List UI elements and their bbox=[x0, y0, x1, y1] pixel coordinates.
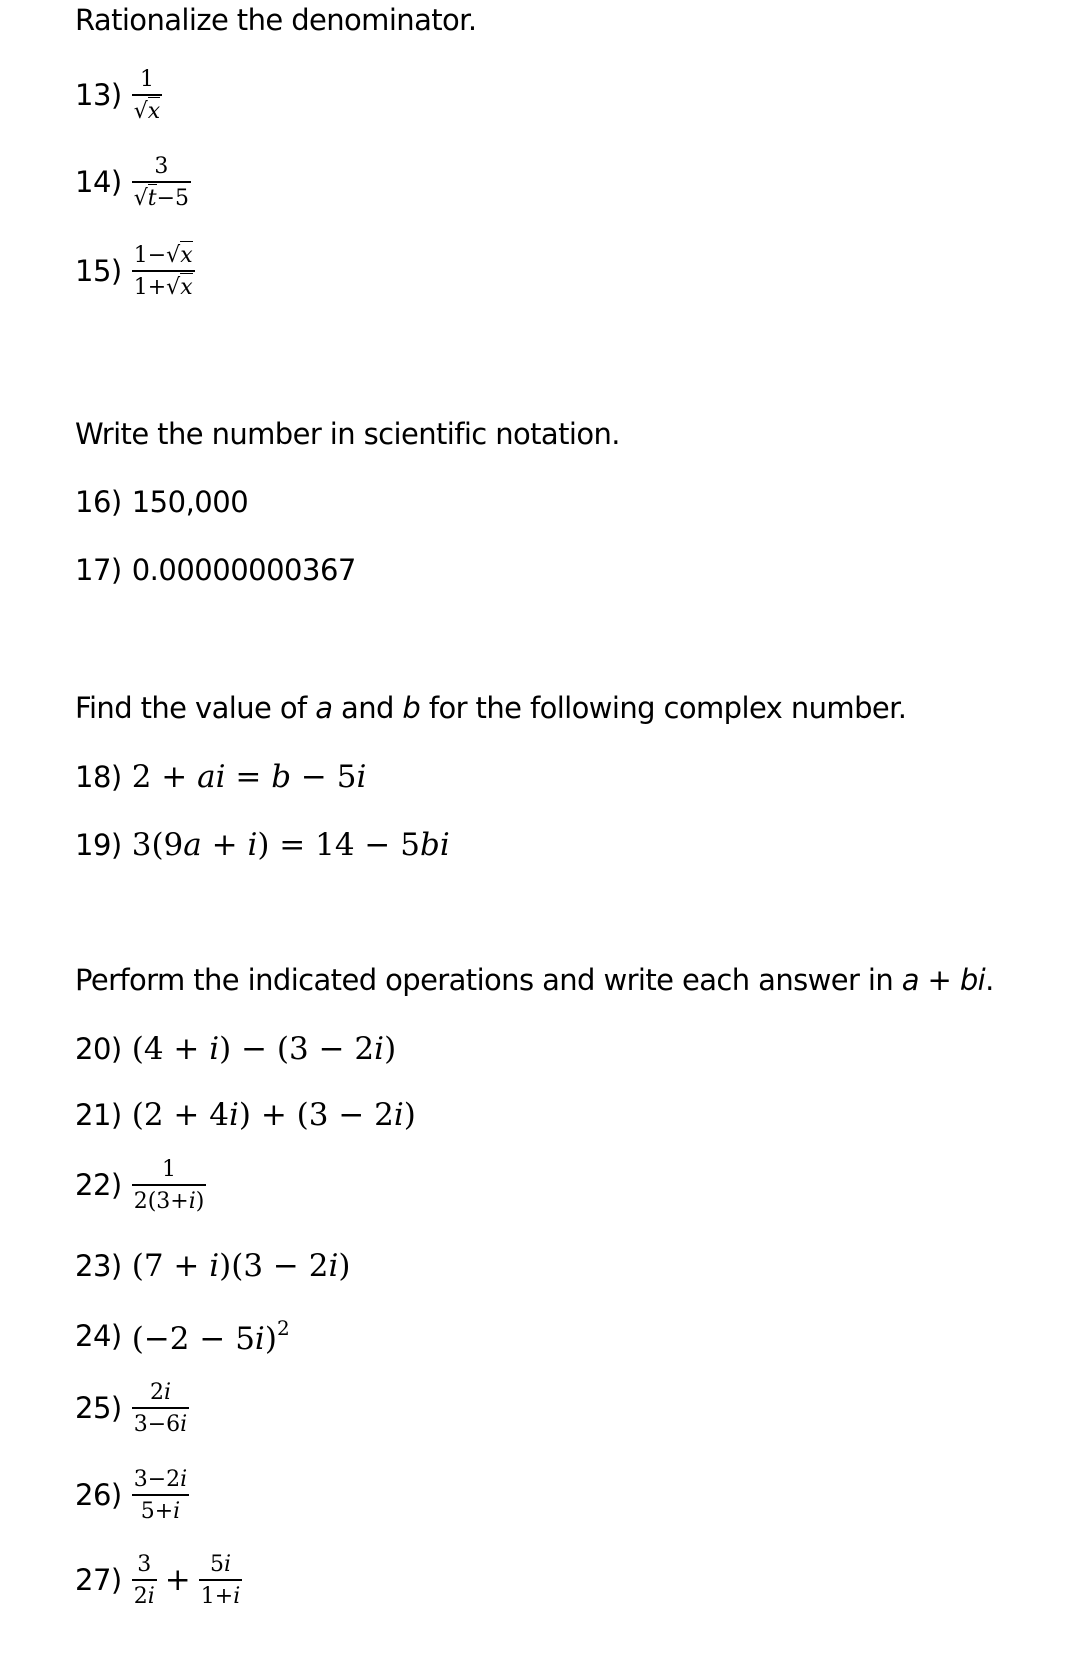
problem-number: 21) bbox=[75, 1098, 122, 1132]
problem-18 bbox=[75, 759, 367, 795]
problem-13 bbox=[75, 68, 162, 123]
radicand: x bbox=[180, 243, 193, 268]
heading-var-a: a bbox=[901, 963, 919, 997]
problem-19 bbox=[75, 827, 450, 863]
heading-text: Perform the indicated operations and write each answer in bbox=[75, 963, 902, 997]
radicand: t bbox=[147, 186, 157, 212]
problem-24 bbox=[75, 1318, 290, 1355]
heading-text: and bbox=[332, 691, 403, 725]
radical bbox=[166, 244, 192, 267]
problem-15 bbox=[75, 244, 195, 299]
fraction bbox=[132, 155, 191, 210]
fraction-term-1 bbox=[132, 1553, 157, 1608]
radical bbox=[134, 187, 157, 210]
radicand: x bbox=[180, 275, 193, 301]
expression: (7 + i)(3 − 2i) bbox=[131, 1248, 351, 1284]
radical-sign-icon: √ bbox=[166, 243, 181, 268]
numerator-head: 1− bbox=[133, 243, 167, 268]
problem-23 bbox=[75, 1248, 351, 1284]
fraction bbox=[132, 244, 195, 299]
expression: (4 + i) − (3 − 2i) bbox=[131, 1031, 397, 1067]
problem-number: 22) bbox=[75, 1168, 122, 1203]
problem-number: 25) bbox=[75, 1391, 122, 1426]
radicand: x bbox=[147, 99, 161, 125]
section-heading-complex-values bbox=[75, 691, 907, 725]
numerator: 3 bbox=[132, 155, 191, 183]
problem-number: 18) bbox=[75, 760, 122, 794]
radical bbox=[166, 276, 192, 299]
fraction-term-2 bbox=[199, 1553, 242, 1608]
denominator: 3−6i bbox=[133, 1412, 188, 1438]
denominator-head: 1+ bbox=[133, 275, 167, 301]
plus-operator: + bbox=[164, 1562, 191, 1599]
denominator bbox=[132, 96, 162, 123]
problem-21 bbox=[75, 1097, 416, 1133]
problem-value: 150,000 bbox=[131, 485, 249, 519]
section-heading-scientific-notation: Write the number in scientific notation. bbox=[75, 417, 620, 451]
denominator: 5+i bbox=[140, 1499, 181, 1525]
heading-text: . bbox=[985, 963, 994, 997]
problem-16 bbox=[75, 485, 249, 519]
problem-14 bbox=[75, 155, 191, 210]
problem-22 bbox=[75, 1158, 206, 1213]
problem-17 bbox=[75, 553, 356, 587]
denominator: 2i bbox=[133, 1584, 155, 1610]
numerator: 5i bbox=[199, 1553, 242, 1581]
problem-number: 13) bbox=[75, 78, 122, 113]
problem-number: 15) bbox=[75, 254, 122, 289]
denominator bbox=[132, 272, 195, 299]
expression: (2 + 4i) + (3 − 2i) bbox=[131, 1097, 416, 1133]
radical-sign-icon: √ bbox=[133, 186, 148, 212]
heading-text: Find the value of bbox=[75, 691, 316, 725]
problem-value: 0.00000000367 bbox=[131, 553, 356, 587]
denominator: 1+i bbox=[200, 1584, 241, 1610]
radical-sign-icon: √ bbox=[133, 99, 148, 125]
problem-number: 20) bbox=[75, 1032, 122, 1066]
numerator: 3 bbox=[132, 1553, 157, 1581]
problem-number: 16) bbox=[75, 485, 122, 519]
heading-var-a: a bbox=[315, 691, 333, 725]
problem-25 bbox=[75, 1381, 189, 1436]
section-heading-operations bbox=[75, 963, 994, 997]
heading-var-bi: bi bbox=[959, 963, 986, 997]
section-heading-rationalize: Rationalize the denominator. bbox=[75, 3, 477, 37]
problem-number: 24) bbox=[75, 1319, 122, 1353]
problem-number: 19) bbox=[75, 828, 122, 862]
problem-number: 23) bbox=[75, 1249, 122, 1283]
exponent: 2 bbox=[276, 1316, 290, 1340]
problem-20 bbox=[75, 1031, 397, 1067]
equation: 2 + ai = b − 5i bbox=[131, 759, 367, 795]
heading-text: for the following complex number. bbox=[420, 691, 907, 725]
denominator-tail: −5 bbox=[156, 186, 190, 212]
expression: $(-2 - 5i)^2$ bbox=[131, 1316, 290, 1357]
denominator bbox=[132, 183, 191, 210]
problem-number: 26) bbox=[75, 1478, 122, 1513]
problem-26 bbox=[75, 1468, 189, 1523]
radical-sign-icon: √ bbox=[166, 275, 181, 301]
numerator: 1 bbox=[132, 1158, 207, 1186]
denominator: 2(3+i) bbox=[133, 1189, 205, 1215]
heading-var-b: b bbox=[402, 691, 421, 725]
equation: 3(9a + i) = 14 − 5bi bbox=[131, 827, 450, 863]
problem-27 bbox=[75, 1553, 242, 1608]
problem-number: 17) bbox=[75, 553, 122, 587]
problem-number: 27) bbox=[75, 1563, 122, 1598]
numerator bbox=[132, 244, 195, 272]
numerator: 1 bbox=[132, 68, 162, 96]
heading-text: + bbox=[918, 963, 960, 997]
problem-number: 14) bbox=[75, 165, 122, 200]
fraction bbox=[132, 1158, 207, 1213]
fraction bbox=[132, 1468, 189, 1523]
numerator: 3−2i bbox=[132, 1468, 189, 1496]
radical bbox=[134, 100, 160, 123]
numerator: 2i bbox=[132, 1381, 189, 1409]
fraction bbox=[132, 1381, 189, 1436]
fraction bbox=[132, 68, 162, 123]
